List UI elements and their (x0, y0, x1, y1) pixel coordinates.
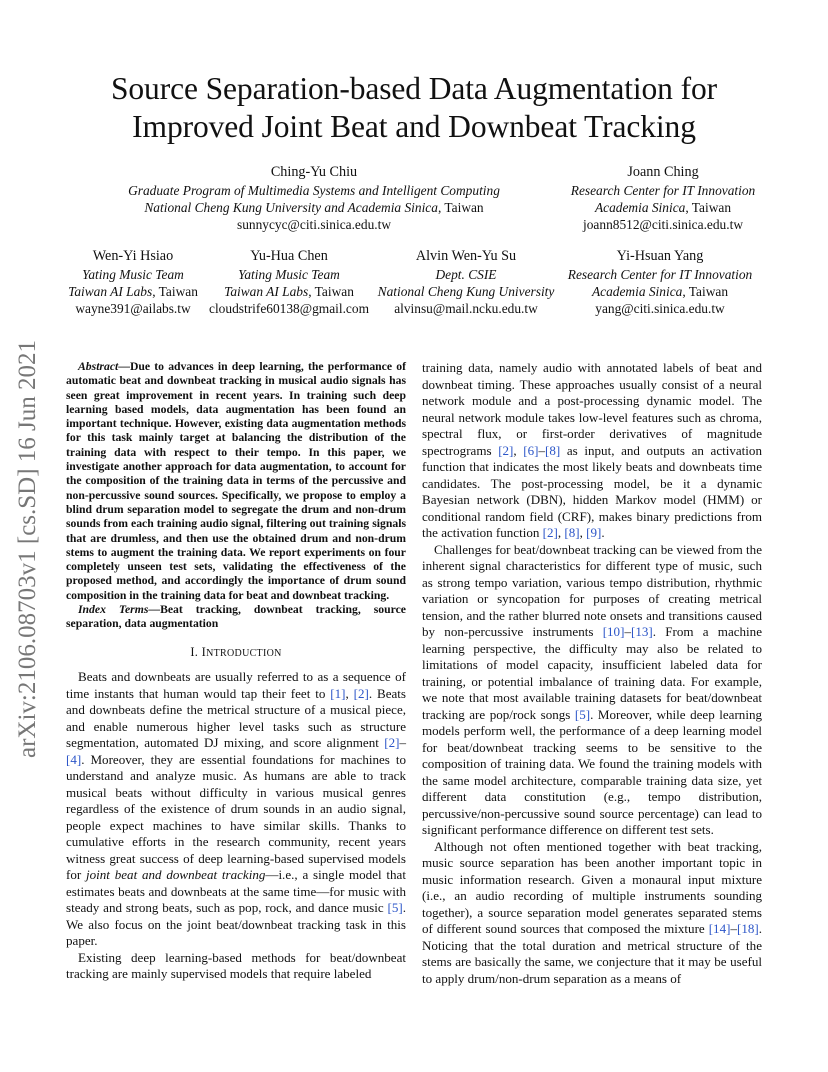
citation-link[interactable]: [2] (384, 735, 400, 751)
author-institution: Academia Sinica, Taiwan (594, 200, 732, 215)
citation-link[interactable]: [6] (523, 442, 539, 458)
arxiv-stamp: arXiv:2106.08703v1 [cs.SD] 16 Jun 2021 (14, 339, 41, 758)
author-email[interactable]: wayne391@ailabs.tw (75, 301, 191, 316)
author-name: Ching-Yu Chiu (270, 164, 358, 180)
author-block (206, 248, 372, 317)
author-name: Joann Ching (627, 164, 699, 180)
author-name: Alvin Wen-Yu Su (415, 248, 517, 264)
author-email[interactable]: sunnycyc@citi.sinica.edu.tw (236, 217, 391, 232)
author-affiliation: Research Center for IT Innovation (570, 183, 756, 198)
index-terms-label: Index Terms (78, 603, 149, 617)
citation-link[interactable]: [18] (736, 921, 759, 936)
author-email[interactable]: cloudstrife60138@gmail.com (209, 301, 369, 316)
author-affiliation: Yating Music Team (82, 267, 184, 282)
body-paragraph: Challenges for beat/downbeat tracking can be viewed from the inherent signal characteristics for different type of music, such as strong tempo variation, various tempo distribution, rhythmic variation or syncopation for purposes of creating metrical tension, and the rather blurred note onsets and transitions caused by non-percussive instruments [10]–[13]. From a machine learning perspective, the difficulty may also be related to limitations of model capacity, insufficient labeled data for training, or potential imbalance of training data. For example, we note that most available training datasets for beat/downbeat tracking are pop/rock songs [5]. Moreover, while deep learning models perform well, the performance of a deep learning model for beat/downbeat tracking seems to be sensitive to the composition of training data. We found the training models with the same model architecture, comparable training data size, yet different data constitution (e.g., tempo distribution, percussive/non-percussive sound source percentage) can lead to significant performance difference on different test sets. (422, 541, 762, 837)
abstract (66, 360, 406, 603)
author-block (560, 248, 760, 317)
author-institution: Taiwan AI Labs, Taiwan (224, 284, 354, 299)
citation-link[interactable]: [2] (498, 442, 514, 458)
citation-link[interactable]: [10] (602, 624, 625, 639)
author-block (372, 248, 560, 317)
citation-link[interactable]: [9] (586, 525, 602, 540)
abstract-label: Abstract (78, 360, 119, 373)
author-email[interactable]: yang@citi.sinica.edu.tw (595, 301, 725, 316)
title-line-1: Source Separation-based Data Augmentation for (110, 71, 718, 106)
citation-link[interactable]: [5] (574, 706, 591, 722)
citation-link[interactable]: [14] (708, 921, 731, 936)
body-paragraph: Although not often mentioned together with beat tracking, music source separation has been another important topic in music information research. Given a monaural input mixture (i.e., an audio recording of multiple instruments sounding together), a source separation model generates separated stems of different sound sources that composed the mixture [14]–[18]. Noticing that the total duration and metrical structure of the stems are basically the same, we conjecture that it may be useful to apply drum/non-drum separation as a means of (422, 838, 762, 986)
citation-link[interactable]: [4] (66, 751, 82, 767)
author-affiliation: Research Center for IT Innovation (567, 267, 753, 282)
author-block (120, 164, 508, 233)
body-paragraph: Beats and downbeats are usually referred to as a sequence of time instants that human would tap their feet to [1], [2]. Beats and downbeats define the metrical structure of a musical piece, and enable numerous higher level tasks such as structure segmentation, automated DJ mixing, and score alignment [2]–[4]. Moreover, they are essential foundations for machines to understand and analyze music. As humans are able to track musical beats without difficulty in various musical genres regardless of the existence of drum sounds in an audio signal, people expect machines to have similar skills. Thanks to cumulative efforts in the research community, recent years witness great success of deep learning-based supervised models for joint beat and downbeat tracking—i.e., a single model that estimates beats and downbeats at the same time—for music with steady and strong beats, such as pop, rock, and dance music [5]. We also focus on the joint beat/downbeat tracking task in this paper. (66, 669, 406, 949)
index-terms-text: —Beat tracking, downbeat tracking, source separation, data augmentation (66, 603, 406, 631)
citation-link[interactable]: [1] (330, 685, 346, 701)
citation-link[interactable]: [13] (630, 624, 653, 639)
author-name: Yi-Hsuan Yang (616, 248, 704, 264)
author-affiliation: Graduate Program of Multimedia Systems and Intelligent Computing (128, 183, 500, 198)
citation-link[interactable]: [8] (564, 525, 580, 540)
citation-link[interactable]: [5] (387, 900, 403, 916)
author-email[interactable]: joann8512@citi.sinica.edu.tw (583, 217, 743, 232)
citation-link[interactable]: [2] (542, 525, 558, 540)
author-institution: National Cheng Kung University and Academia Sinica, Taiwan (144, 200, 484, 215)
section-heading: I. INTRODUCTION (190, 644, 282, 659)
citation-link[interactable]: [8] (545, 442, 561, 458)
paper-title (40, 70, 788, 146)
author-affiliation: Dept. CSIE (435, 267, 497, 282)
body-paragraph: training data, namely audio with annotated labels of beat and downbeat timing. These approaches usually consist of a neural network module and a post-processing dynamic model. The neural network module takes low-level features such as chroma, spectral flux, or first-order derivatives of magnitude spectrograms [2], [6]–[8] as input, and outputs an activation function that indicates the most likely beats and downbeats time candidates. The post-processing model, be it a dynamic Bayesian network (DBN), hidden Markov model (HMM) or conditional random field (CRF), makes binary predictions from the activation function [2], [8], [9]. (422, 360, 762, 540)
author-institution: Academia Sinica, Taiwan (591, 284, 729, 299)
author-affiliation: Yating Music Team (238, 267, 340, 282)
title-line-2: Improved Joint Beat and Downbeat Tracking (132, 109, 696, 144)
abstract-text: —Due to advances in deep learning, the performance of automatic beat and downbeat tracking in musical audio signals has seen great improvement in recent years. In training such deep learning based models, data augmentation has been found an important technique. However, existing data augmentation methods for this task mainly target at balancing the distribution of the training data with respect to their tempo. In this paper, we investigate another approach for data augmentation, to account for the composition of the training data in terms of the percussive and non-percussive sound sources. Specifically, we propose to employ a blind drum separation model to segregate the drum and non-drum sounds from each training audio signal, filtering out training signals that are drumless, and then use the obtained drum and non-drum stems to augment the training data. We report experiments on four completely unseen test sets, validating the effectiveness of the proposed method, and accordingly the importance of drum sound composition in the training data for beat and downbeat tracking. (66, 360, 406, 602)
body-paragraph: Existing deep learning-based methods for beat/downbeat tracking are mainly supervised models that require labeled (66, 949, 406, 982)
right-column (422, 360, 762, 987)
author-block (60, 248, 206, 317)
left-column (66, 360, 406, 983)
citation-link[interactable]: [2] (353, 685, 369, 701)
author-email[interactable]: alvinsu@mail.ncku.edu.tw (394, 301, 538, 316)
index-terms (66, 603, 406, 632)
author-name: Yu-Hua Chen (250, 248, 328, 264)
author-block (560, 164, 766, 233)
author-institution: Taiwan AI Labs, Taiwan (68, 284, 198, 299)
author-name: Wen-Yi Hsiao (92, 248, 174, 264)
author-institution: National Cheng Kung University (377, 284, 555, 299)
